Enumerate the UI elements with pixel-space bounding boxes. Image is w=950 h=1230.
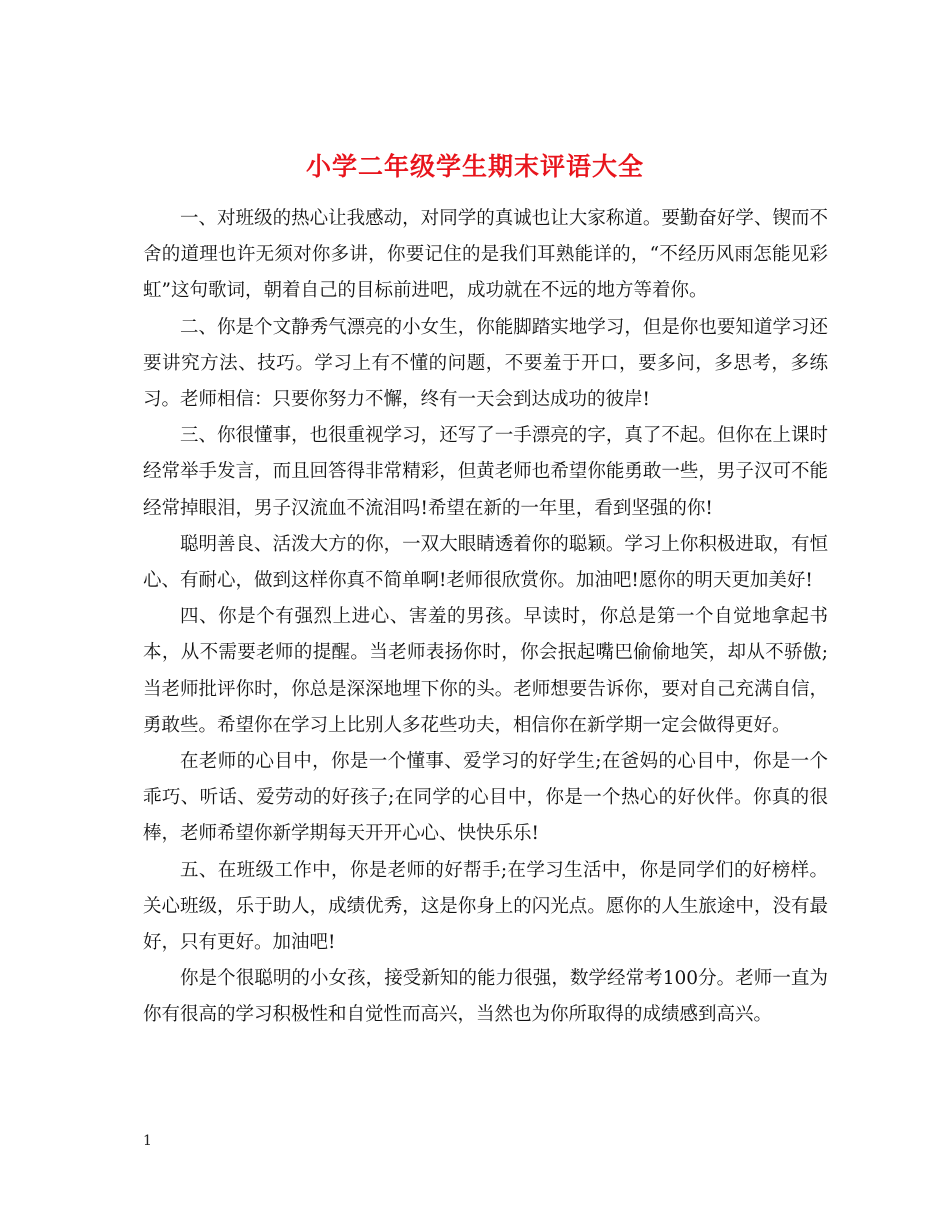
- paragraph-3: 三、你很懂事，也很重视学习，还写了一手漂亮的字，真了不起。但你在上课时经常举手发言，而且回答得非常精彩，但黄老师也希望你能勇敢一些，男子汉可不能经常掉眼泪，男子汉流血不流泪吗!希望在新的一年里，看到坚强的你!: [143, 425, 828, 519]
- document-body: [143, 201, 828, 1034]
- paragraph-2: 二、你是个文静秀气漂亮的小女生，你能脚踏实地学习，但是你也要知道学习还要讲究方法、技巧。学习上有不懂的问题，不要羞于开口，要多问，多思考，多练习。老师相信：只要你努力不懈，终有一天会到达成功的彼岸!: [143, 316, 828, 411]
- paragraph-8: 你是个很聪明的小女孩，接受新知的能力很强，数学经常考100分。老师一直为你有很高的学习积极性和自觉性而高兴，当然也为你所取得的成绩感到高兴。: [143, 968, 828, 1026]
- paragraph-6: 在老师的心目中，你是一个懂事、爱学习的好学生;在爸妈的心目中，你是一个乖巧、听话、爱劳动的好孩子;在同学的心目中，你是一个热心的好伙伴。你真的很棒，老师希望你新学期每天开开心心、快快乐乐!: [143, 751, 828, 845]
- paragraph-7: 五、在班级工作中，你是老师的好帮手;在学习生活中，你是同学们的好榜样。关心班级，乐于助人，成绩优秀，这是你身上的闪光点。愿你的人生旅途中，没有最好，只有更好。加油吧!: [143, 859, 828, 954]
- document-title: 小学二年级学生期末评语大全: [305, 151, 644, 181]
- paragraph-1: 一、对班级的热心让我感动，对同学的真诚也让大家称道。要勤奋好学、锲而不舍的道理也许无须对你多讲，你要记住的是我们耳熟能详的，“不经历风雨怎能见彩虹”这句歌词，朝着自己的目标前进吧，成功就在不远的地方等着你。: [143, 208, 828, 302]
- paragraph-5: 四、你是个有强烈上进心、害羞的男孩。早读时，你总是第一个自觉地拿起书本，从不需要老师的提醒。当老师表扬你时，你会抿起嘴巴偷偷地笑，却从不骄傲;当老师批评你时，你总是深深地埋下你的头。老师想要告诉你，要对自己充满自信，勇敢些。希望你在学习上比别人多花些功夫，相信你在新学期一定会做得更好。: [143, 606, 828, 736]
- paragraph-4: 聪明善良、活泼大方的你，一双大眼睛透着你的聪颖。学习上你积极进取，有恒心、有耐心，做到这样你真不简单啊!老师很欣赏你。加油吧!愿你的明天更加美好!: [143, 533, 828, 592]
- page-number: 1: [143, 1133, 152, 1149]
